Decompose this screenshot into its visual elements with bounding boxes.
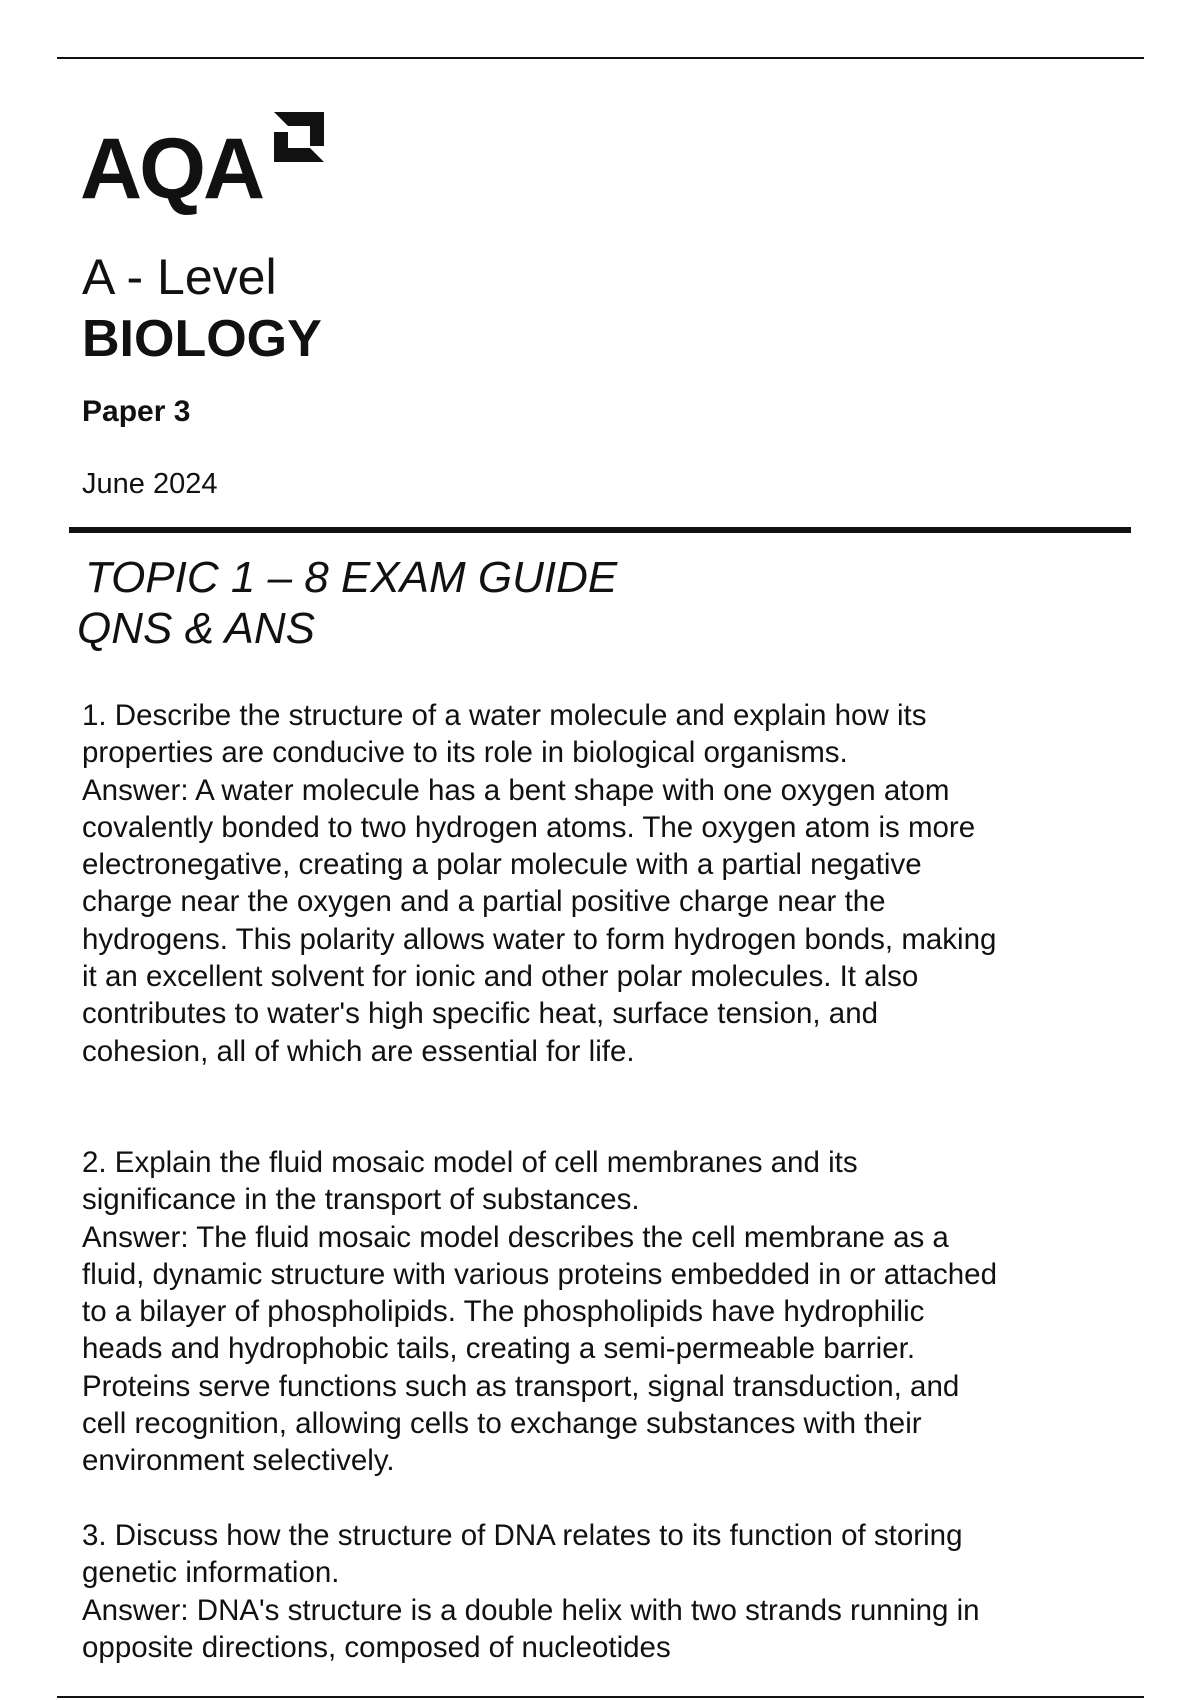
guide-title: TOPIC 1 – 8 EXAM GUIDE <box>85 553 618 602</box>
exam-date: June 2024 <box>82 468 218 500</box>
answer-text: Answer: A water molecule has a bent shape with one oxygen atom covalently bonded to two hydrogen atoms. The oxygen atom is more electronegative, creating a polar molecule with a partial negative charge near the oxygen and a partial positive charge near the hydrogens. This polarity allows water to form hydrogen bonds, making it an excellent solvent for ionic and other polar molecules. It also contributes to water's high specific heat, surface tension, and cohesion, all of which are essential for life. <box>82 773 997 1068</box>
level-heading: A - Level <box>82 249 277 305</box>
answer-text: Answer: DNA's structure is a double helix with two strands running in opposite directions, composed of nucleotides <box>82 1593 980 1664</box>
paper-label: Paper 3 <box>82 395 191 428</box>
answer-text: Answer: The fluid mosaic model describes the cell membrane as a fluid, dynamic structure with various proteins embedded in or attached to a bilayer of phospholipids. The phospholipids have hydrophilic heads and hydrophobic tails, creating a semi-permeable barrier. Proteins serve functions such as transport, signal transduction, and cell recognition, allowing cells to exchange substances with their environment selectively. <box>82 1220 997 1478</box>
question-text: 2. Explain the fluid mosaic model of cell membranes and its significance in the transport of substances. <box>82 1146 858 1217</box>
qa-item-2 <box>82 1144 1002 1480</box>
aqa-logo-mark-icon <box>270 108 328 166</box>
aqa-logo <box>80 106 328 217</box>
question-text: 1. Describe the structure of a water molecule and explain how its properties are conducive to its role in biological organisms. <box>82 699 927 770</box>
section-divider <box>69 527 1131 533</box>
question-text: 3. Discuss how the structure of DNA relates to its function of storing genetic information. <box>82 1519 963 1590</box>
logo-text: AQA <box>80 121 263 217</box>
qa-item-1 <box>82 697 1002 1070</box>
top-rule <box>57 57 1144 59</box>
qa-item-3 <box>82 1517 1002 1666</box>
guide-subtitle: QNS & ANS <box>77 604 315 653</box>
bottom-rule <box>57 1696 1144 1698</box>
subject-heading: BIOLOGY <box>82 310 322 368</box>
